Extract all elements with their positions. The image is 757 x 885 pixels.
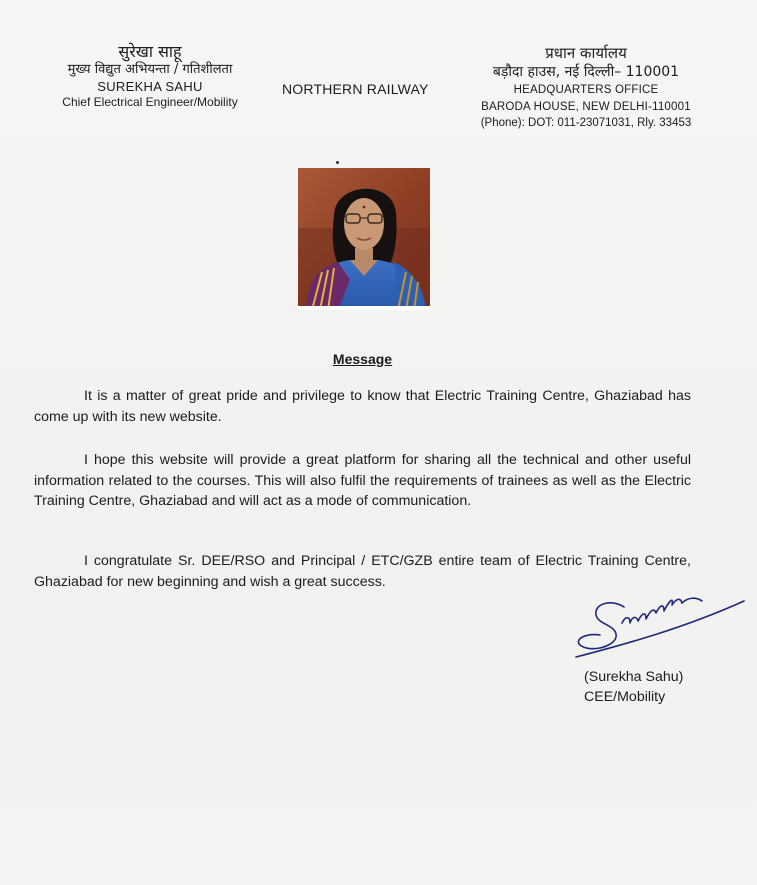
office-block — [455, 44, 717, 130]
signatory-block — [584, 667, 683, 707]
office-name: HEADQUARTERS OFFICE — [513, 84, 659, 97]
message-title: Message — [332, 351, 393, 367]
sender-name-hindi: सुरेखा साहू — [118, 42, 182, 61]
office-address-hindi: बड़ौदा हाउस, नई दिल्ली– 110001 — [492, 63, 680, 80]
message-paragraph-3: I congratulate Sr. DEE/RSO and Principal / ETC/GZB entire team of Electric Training Centre, Ghaziabad for new beginning and wish a great success. — [34, 553, 691, 590]
sender-block — [30, 42, 270, 110]
organization-name: NORTHERN RAILWAY — [282, 81, 429, 97]
sender-name: SUREKHA SAHU — [97, 78, 203, 94]
handwritten-signature — [572, 585, 752, 665]
message-paragraph-1: It is a matter of great pride and privilege to know that Electric Training Centre, Ghaziabad has come up with its new website. — [34, 388, 691, 425]
office-address: BARODA HOUSE, NEW DELHI-110001 — [481, 100, 691, 113]
signatory-name: (Surekha Sahu) — [584, 669, 684, 685]
sender-designation: Chief Electrical Engineer/Mobility — [62, 95, 238, 110]
signatory-designation: CEE/Mobility — [584, 689, 666, 705]
message-paragraph-2: I hope this website will provide a great platform for sharing all the technical and other useful information related to the courses. This will also fulfil the requirements of trainees as well as the Electric Training Centre, Ghaziabad and will act as a mode of communication. — [34, 452, 691, 509]
sender-designation-hindi: मुख्य विद्युत अभियन्ता / गतिशीलता — [67, 62, 233, 78]
divider-dot — [336, 161, 339, 164]
office-name-hindi: प्रधान कार्यालय — [545, 44, 627, 62]
portrait-photo — [298, 168, 430, 310]
office-phone: (Phone): DOT: 011-23071031, Rly. 33453 — [480, 117, 692, 129]
